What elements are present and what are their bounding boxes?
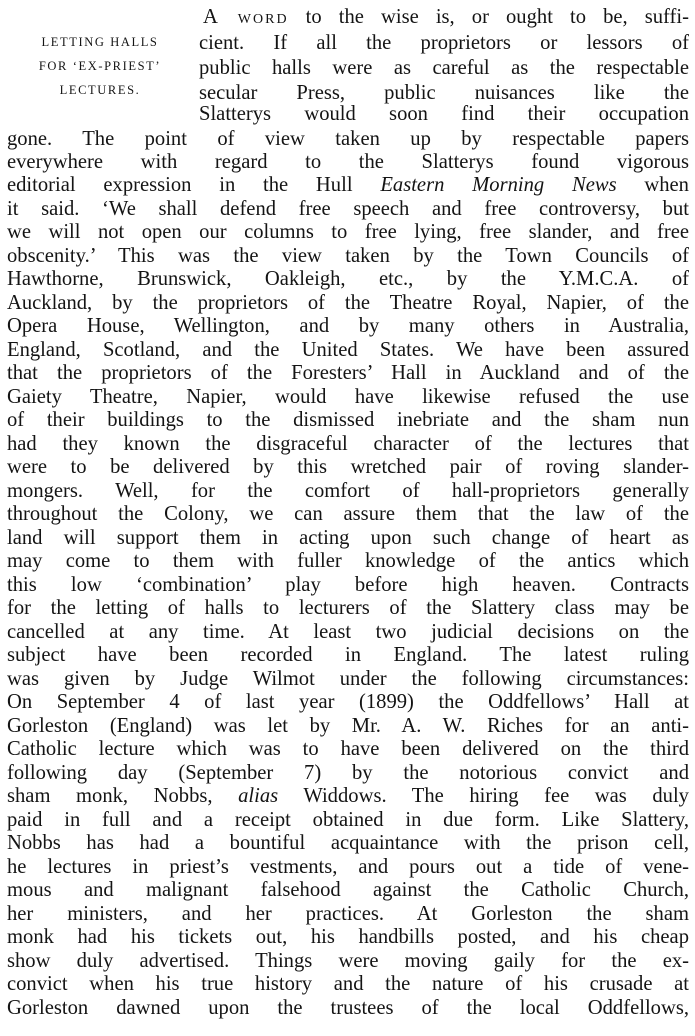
text-line-11: obscenity.’ This was the view taken by the Town Councils of: [7, 245, 689, 267]
text-line-14: Opera House, Wellington, and by many others in Australia,: [7, 315, 689, 337]
newspaper-title: Eastern Morning News: [380, 174, 617, 196]
text-line-33: following day (September 7) by the notorious convict and: [7, 762, 689, 784]
opening-words: A word: [203, 6, 289, 28]
text-line-23: land will support them in acting upon such change of heart as: [7, 527, 689, 549]
text-line-15: England, Scotland, and the United States. We have been assured: [7, 339, 689, 361]
text-line-34-c: Widdows. The hiring fee was duly: [278, 785, 689, 807]
text-line-20: were to be delivered by this wretched pair of roving slander-: [7, 456, 689, 478]
text-line-21: mongers. Well, for the comfort of hall-proprietors generally: [7, 480, 689, 502]
text-line-2: cient. If all the proprietors or lessors of: [199, 32, 689, 54]
text-line-8-a: editorial expression in the Hull: [7, 174, 381, 196]
text-line-1-rest: to the wise is, or ought to be, suffi-: [288, 6, 689, 28]
text-line-24: may come to them with fuller knowledge of the antics which: [7, 550, 689, 572]
text-line-32: Catholic lecture which was to have been delivered on the third: [7, 738, 689, 760]
text-line-35: paid in full and a receipt obtained in due form. Like Slattery,: [7, 809, 689, 831]
text-line-17: Gaiety Theatre, Napier, would have likewise refused the use: [7, 386, 689, 408]
text-line-22: throughout the Colony, we can assure them that the law of the: [7, 503, 689, 525]
text-line-28: subject have been recorded in England. The latest ruling: [7, 644, 689, 666]
text-line-25: this low ‘combination’ play before high heaven. Contracts: [7, 574, 689, 596]
text-line-40: monk had his tickets out, his handbills posted, and his cheap: [7, 926, 689, 948]
text-line-10: we will not open our columns to free lying, free slander, and free: [7, 221, 689, 243]
text-line-12: Hawthorne, Brunswick, Oakleigh, etc., by the Y.M.C.A. of: [7, 268, 689, 290]
alias-word: alias: [238, 785, 279, 807]
text-line-39: her ministers, and her practices. At Gorleston the sham: [7, 903, 689, 925]
text-line-16: that the proprietors of the Foresters’ Hall in Auckland and of the: [7, 362, 689, 384]
text-line-31: Gorleston (England) was let by Mr. A. W. Riches for an anti-: [7, 715, 689, 737]
text-line-26: for the letting of halls to lecturers of the Slattery class may be: [7, 597, 689, 619]
text-line-41: show duly advertised. Things were moving gaily for the ex-: [7, 950, 689, 972]
text-line-30: On September 4 of last year (1899) the Oddfellows’ Hall at: [7, 691, 689, 713]
text-line-42: convict when his true history and the nature of his crusade at: [7, 973, 689, 995]
text-line-8-c: when: [616, 174, 689, 196]
text-line-7: everywhere with regard to the Slatterys found vigorous: [7, 151, 689, 173]
text-line-37: he lectures in priest’s vestments, and pours out a tide of vene-: [7, 856, 689, 878]
text-line-8: [7, 172, 689, 198]
text-line-9: it said. ‘We shall defend free speech and free controversy, but: [7, 198, 689, 220]
text-line-34-a: sham monk, Nobbs,: [7, 785, 239, 807]
text-line-36: Nobbs has had a bountiful acquaintance with the prison cell,: [7, 832, 689, 854]
text-line-3: public halls were as careful as the respectable: [199, 57, 689, 79]
text-line-19: had they known the disgraceful character of the lectures that: [7, 433, 689, 455]
text-line-18: of their buildings to the dismissed inebriate and the sham nun: [7, 409, 689, 431]
margin-heading-line-2: FOR ‘EX-PRIEST’: [38, 59, 162, 73]
margin-heading-line-3: LECTURES.: [59, 83, 141, 97]
margin-heading-line-1: LETTING HALLS: [41, 35, 159, 49]
text-line-34: [7, 783, 689, 809]
text-line-6: gone. The point of view taken up by respectable papers: [7, 128, 689, 150]
text-line-5: Slatterys would soon find their occupation: [199, 103, 689, 125]
text-line-13: Auckland, by the proprietors of the Theatre Royal, Napier, of the: [7, 292, 689, 314]
margin-heading: [0, 30, 200, 102]
text-line-1: [203, 4, 689, 30]
text-line-38: mous and malignant falsehood against the Catholic Church,: [7, 879, 689, 901]
text-line-27: cancelled at any time. At least two judicial decisions on the: [7, 621, 689, 643]
text-line-29: was given by Judge Wilmot under the following circumstances:: [7, 668, 689, 690]
text-line-43: Gorleston dawned upon the trustees of the local Oddfellows,: [7, 997, 689, 1019]
text-line-4: secular Press, public nuisances like the: [199, 82, 689, 104]
